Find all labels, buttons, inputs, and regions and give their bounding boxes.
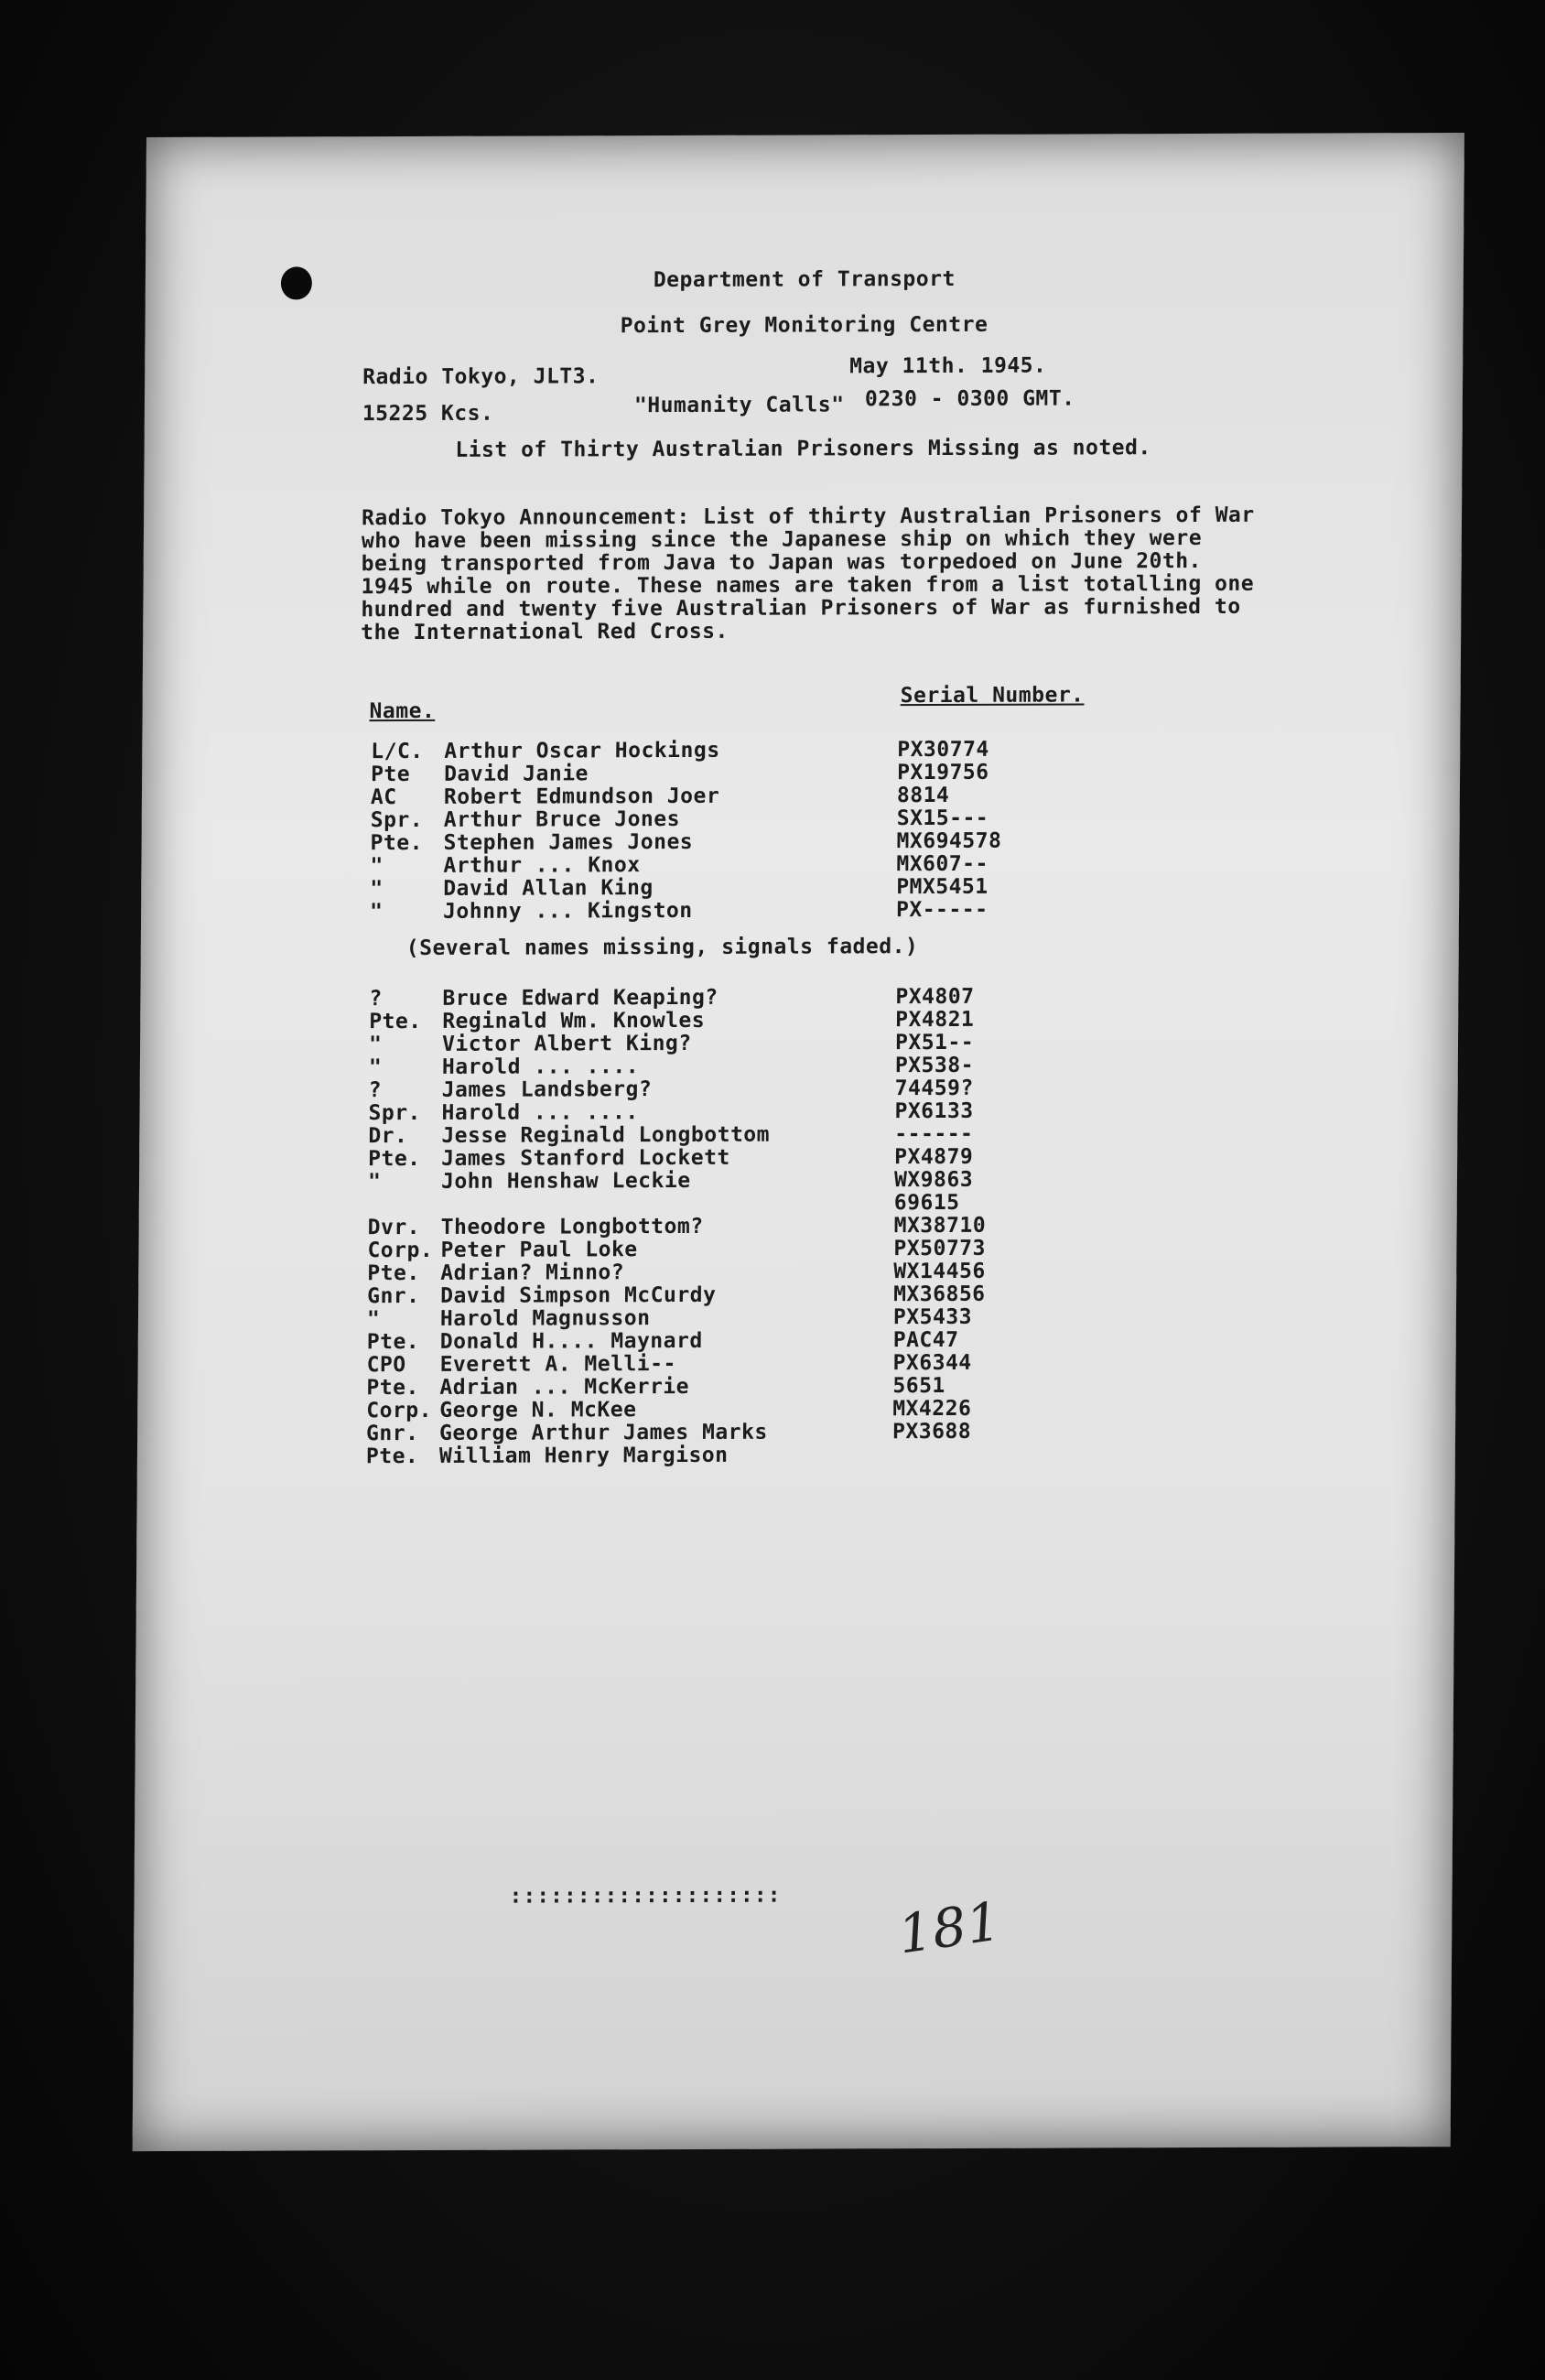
prisoner-rank: Pte. bbox=[365, 1444, 419, 1469]
serial-number: PMX5451 bbox=[896, 874, 989, 900]
prisoner-rank: Pte. bbox=[370, 830, 424, 856]
prisoner-row bbox=[370, 875, 1285, 901]
prisoner-row bbox=[369, 1054, 1284, 1079]
prisoner-row bbox=[369, 1076, 1284, 1102]
prisoner-rank: " bbox=[368, 1033, 383, 1057]
prisoner-rank: " bbox=[369, 900, 384, 925]
serial-number: MX38710 bbox=[893, 1213, 987, 1239]
prisoner-name: Harold ... .... bbox=[441, 1100, 639, 1125]
document-body bbox=[133, 133, 1464, 2151]
prisoner-row bbox=[371, 784, 1286, 809]
serial-number: MX4226 bbox=[892, 1396, 972, 1422]
serial-number: PAC47 bbox=[892, 1327, 959, 1353]
prisoner-rank: Spr. bbox=[370, 807, 424, 833]
prisoner-row bbox=[371, 738, 1286, 763]
prisoner-rank: AC bbox=[370, 785, 397, 810]
serial-number: WX9863 bbox=[893, 1167, 974, 1193]
subject-line: List of Thirty Australian Prisoners Missing as noted. bbox=[455, 436, 1151, 462]
prisoner-name: David Janie bbox=[444, 762, 589, 786]
prisoner-name: James Stanford Lockett bbox=[441, 1145, 730, 1171]
serial-number: 69615 bbox=[893, 1190, 960, 1216]
prisoner-row bbox=[367, 1237, 1282, 1262]
prisoner-row bbox=[369, 985, 1284, 1011]
prisoner-name: Robert Edmundson Joer bbox=[443, 784, 720, 809]
prisoner-name: Harold ... .... bbox=[441, 1055, 640, 1079]
serial-number: WX14456 bbox=[893, 1259, 986, 1284]
prisoner-row bbox=[367, 1260, 1282, 1285]
date-label: May 11th. 1945. bbox=[849, 353, 1047, 379]
prisoner-name: Johnny ... Kingston bbox=[442, 898, 693, 924]
prisoner-name: Harold Magnusson bbox=[439, 1306, 651, 1331]
serial-number: PX538- bbox=[894, 1053, 975, 1078]
prisoner-rank: L/C. bbox=[371, 739, 424, 764]
prisoner-row bbox=[367, 1305, 1282, 1331]
prisoner-name: James Landsberg? bbox=[441, 1077, 653, 1102]
prisoner-name: Bruce Edward Keaping? bbox=[442, 985, 718, 1011]
prisoner-row bbox=[369, 1031, 1284, 1056]
program-label: "Humanity Calls" bbox=[633, 393, 845, 418]
prisoner-name: Arthur Bruce Jones bbox=[443, 806, 681, 832]
time-label: 0230 - 0300 GMT. bbox=[864, 386, 1075, 412]
serial-number: PX3688 bbox=[891, 1419, 972, 1444]
prisoner-row bbox=[368, 1099, 1283, 1125]
prisoner-row bbox=[367, 1282, 1282, 1308]
prisoner-rank: " bbox=[370, 877, 384, 902]
prisoner-rank: Gnr. bbox=[366, 1421, 419, 1446]
serial-number: 74459? bbox=[894, 1076, 974, 1101]
prisoner-row bbox=[371, 829, 1286, 855]
prisoner-name: Jesse Reginald Longbottom bbox=[441, 1122, 771, 1148]
prisoner-name: Peter Paul Loke bbox=[440, 1238, 638, 1262]
serial-number: ------ bbox=[894, 1121, 974, 1147]
serial-number: PX5433 bbox=[892, 1304, 973, 1330]
prisoner-rank: CPO bbox=[366, 1353, 406, 1378]
serial-number: MX607-- bbox=[896, 851, 989, 877]
prisoner-rank: ? bbox=[368, 1078, 383, 1103]
prisoner-name: John Henshaw Leckie bbox=[440, 1168, 691, 1194]
prisoner-row bbox=[368, 1191, 1283, 1217]
station-label: Radio Tokyo, JLT3. bbox=[362, 364, 600, 390]
handwritten-page-number: 181 bbox=[894, 1889, 1005, 1966]
prisoner-rank: Pte. bbox=[368, 1146, 421, 1172]
prisoner-rank: Pte bbox=[371, 763, 411, 787]
prisoner-list bbox=[366, 738, 1287, 1469]
prisoner-rank: Gnr. bbox=[367, 1283, 420, 1309]
prisoner-rank: Spr. bbox=[368, 1100, 422, 1126]
prisoner-name: Donald H.... Maynard bbox=[439, 1328, 703, 1354]
centre-heading: Point Grey Monitoring Centre bbox=[620, 312, 989, 339]
serial-number: PX19756 bbox=[897, 760, 989, 785]
prisoner-row bbox=[366, 1374, 1281, 1400]
prisoner-name: Stephen James Jones bbox=[443, 829, 694, 855]
announcement-paragraph: Radio Tokyo Announcement: List of thirty Australian Prisoners of War who have been missing since the Japanese ship on which they were being transported from Java to Japan was torpedoed on June 20th. 1945 while on route. These names are taken from a list totalling one hundred and twenty five Australian Prisoners of War as furnished to the International Red Cross. bbox=[361, 503, 1255, 645]
prisoner-rank: " bbox=[366, 1307, 381, 1332]
serial-number: PX30774 bbox=[897, 737, 989, 763]
prisoner-row bbox=[368, 1122, 1283, 1148]
serial-number: 8814 bbox=[896, 783, 950, 808]
serial-number: PX----- bbox=[895, 897, 989, 923]
prisoner-rank: " bbox=[367, 1170, 382, 1195]
prisoner-name: George N. McKee bbox=[439, 1398, 637, 1423]
prisoner-name: Everett A. Melli-- bbox=[439, 1352, 676, 1377]
document-page bbox=[133, 133, 1464, 2151]
serial-number: PX50773 bbox=[893, 1236, 987, 1261]
prisoner-name: George Arthur James Marks bbox=[439, 1420, 768, 1445]
department-heading: Department of Transport bbox=[653, 266, 956, 293]
serial-number: PX6133 bbox=[894, 1098, 974, 1124]
serial-number: PX4879 bbox=[894, 1144, 974, 1170]
prisoner-row bbox=[367, 1351, 1282, 1377]
prisoner-row bbox=[366, 1443, 1281, 1468]
missing-names-note: (Several names missing, signals faded.) bbox=[405, 935, 919, 961]
prisoner-row bbox=[366, 1420, 1281, 1445]
prisoner-row bbox=[368, 1145, 1283, 1171]
serial-number: 5651 bbox=[892, 1373, 945, 1399]
prisoner-row bbox=[371, 806, 1286, 832]
prisoner-row bbox=[369, 1008, 1284, 1033]
prisoner-row bbox=[370, 852, 1285, 878]
prisoner-name: Adrian ... McKerrie bbox=[439, 1374, 690, 1400]
prisoner-rank: ? bbox=[369, 987, 383, 1012]
serial-number: MX694578 bbox=[896, 828, 1002, 854]
prisoner-name: Adrian? Minno? bbox=[440, 1260, 625, 1285]
serial-number: PX51-- bbox=[894, 1030, 975, 1055]
prisoner-rank: " bbox=[370, 854, 384, 879]
serial-number: PX6344 bbox=[892, 1350, 972, 1376]
prisoner-rank: " bbox=[368, 1055, 383, 1080]
prisoner-row bbox=[368, 1214, 1283, 1239]
prisoner-name: William Henry Margison bbox=[438, 1443, 729, 1468]
prisoner-name: David Simpson McCurdy bbox=[440, 1282, 717, 1308]
prisoner-rank: Pte. bbox=[367, 1260, 420, 1286]
prisoner-name: Arthur Oscar Hockings bbox=[444, 738, 720, 763]
serial-number: PX4821 bbox=[895, 1007, 975, 1033]
prisoner-row bbox=[370, 898, 1285, 924]
prisoner-rank: Corp. bbox=[366, 1398, 433, 1423]
prisoner-name: Reginald Wm. Knowles bbox=[442, 1008, 706, 1033]
frequency-label: 15225 Kcs. bbox=[362, 401, 494, 427]
serial-number: SX15--- bbox=[896, 806, 989, 831]
serial-number: MX36856 bbox=[893, 1282, 986, 1307]
serial-number: PX4807 bbox=[895, 984, 975, 1010]
prisoner-row bbox=[371, 761, 1286, 786]
name-column-header: Name. bbox=[369, 698, 436, 724]
serial-column-header: Serial Number. bbox=[900, 683, 1085, 709]
prisoner-rank: Corp. bbox=[367, 1238, 434, 1263]
end-marks: :::::::::::::::::::: bbox=[509, 1883, 782, 1909]
prisoner-name: Victor Albert King? bbox=[441, 1031, 692, 1056]
prisoner-rank: Pte. bbox=[366, 1375, 419, 1401]
serial-number bbox=[892, 1443, 1075, 1444]
prisoner-name: Theodore Longbottom? bbox=[440, 1214, 704, 1239]
prisoner-name: David Allan King bbox=[443, 876, 654, 901]
prisoner-row bbox=[367, 1328, 1282, 1354]
prisoner-row bbox=[368, 1168, 1283, 1194]
prisoner-rank: Dr. bbox=[368, 1124, 408, 1149]
prisoner-rank: Dvr. bbox=[367, 1215, 421, 1240]
prisoner-name: Arthur ... Knox bbox=[443, 853, 641, 878]
prisoner-row bbox=[366, 1397, 1281, 1423]
prisoner-rank: Pte. bbox=[369, 1009, 422, 1034]
prisoner-rank: Pte. bbox=[366, 1329, 420, 1355]
